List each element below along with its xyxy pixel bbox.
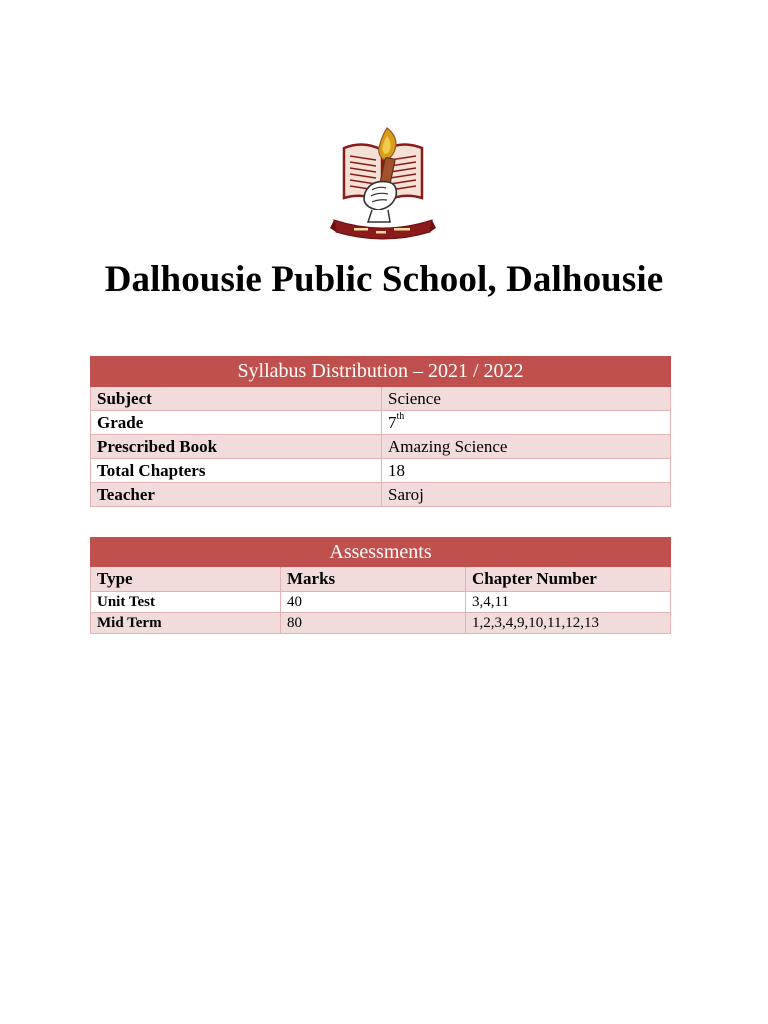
table-row: [91, 483, 671, 507]
school-crest-logo: [330, 124, 436, 244]
grade-value-cell: [382, 411, 671, 435]
column-header-chapter-number: Chapter Number: [466, 567, 671, 592]
table-row: [91, 613, 671, 634]
subject-value: Science: [382, 387, 671, 411]
school-name-heading: Dalhousie Public School, Dalhousie: [104, 259, 664, 300]
total-chapters-label: Total Chapters: [91, 459, 382, 483]
assessment-type: Mid Term: [91, 613, 281, 634]
subject-label: Subject: [91, 387, 382, 411]
prescribed-book-label: Prescribed Book: [91, 435, 382, 459]
teacher-label: Teacher: [91, 483, 382, 507]
table-row: [91, 387, 671, 411]
table-row: [91, 592, 671, 613]
assessment-marks: 80: [281, 613, 466, 634]
column-header-marks: Marks: [281, 567, 466, 592]
total-chapters-value: 18: [382, 459, 671, 483]
table-header-row: [91, 567, 671, 592]
grade-value-suffix: th: [396, 410, 405, 422]
column-header-type: Type: [91, 567, 281, 592]
grade-label: Grade: [91, 411, 382, 435]
prescribed-book-value: Amazing Science: [382, 435, 671, 459]
table-row: [91, 435, 671, 459]
table-row: [91, 411, 671, 435]
assessments-table-heading: Assessments: [91, 538, 671, 567]
grade-value: 7: [388, 412, 397, 432]
assessment-marks: 40: [281, 592, 466, 613]
teacher-value: Saroj: [382, 483, 671, 507]
assessments-table: [90, 537, 671, 634]
table-row: [91, 459, 671, 483]
syllabus-distribution-table: [90, 356, 671, 507]
assessment-chapters: 3,4,11: [466, 592, 671, 613]
assessment-chapters: 1,2,3,4,9,10,11,12,13: [466, 613, 671, 634]
assessment-type: Unit Test: [91, 592, 281, 613]
syllabus-table-heading: Syllabus Distribution – 2021 / 2022: [91, 357, 671, 387]
